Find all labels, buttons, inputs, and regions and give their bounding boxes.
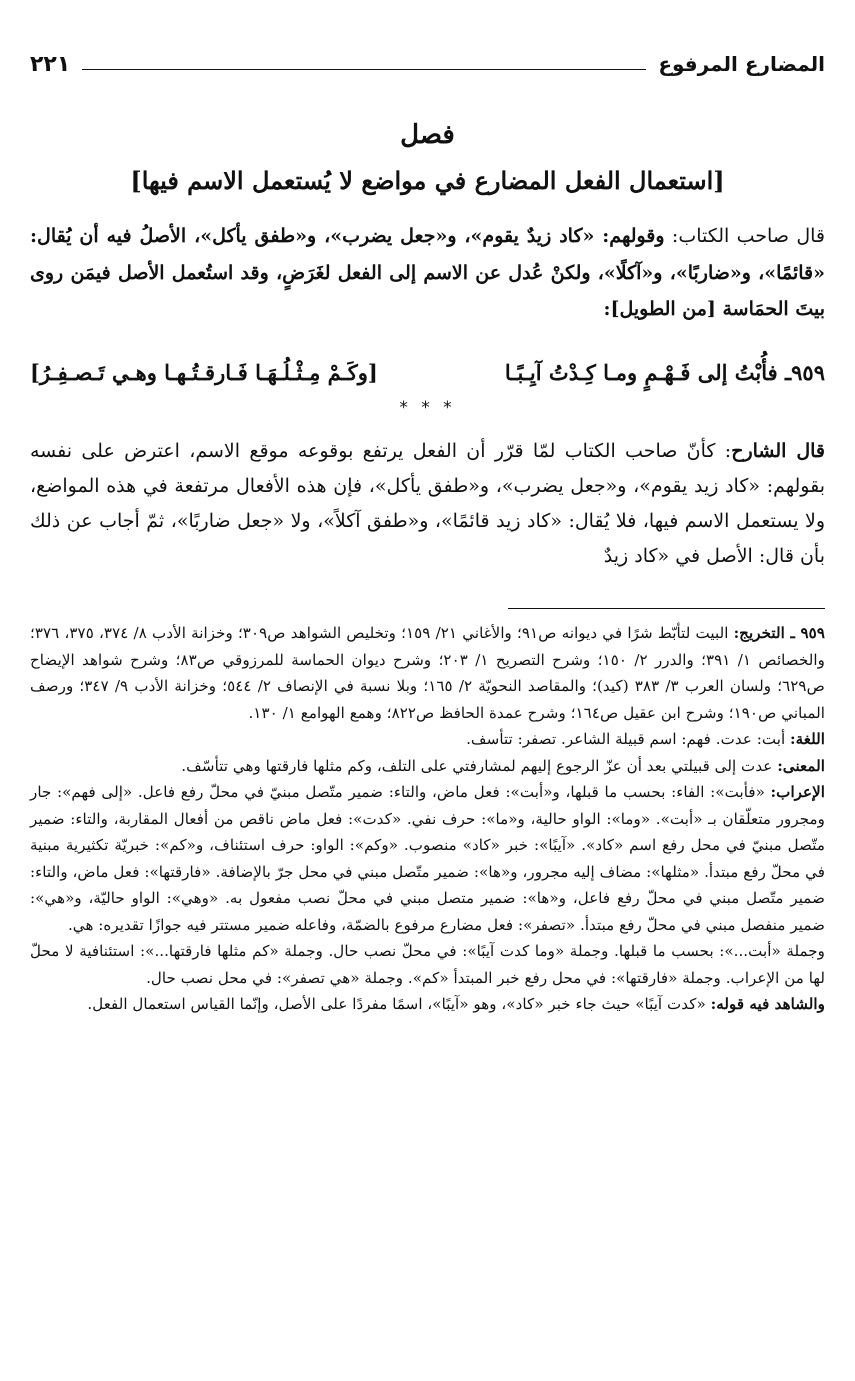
footnote-text: عدت إلى قبيلتي بعد أن عزّ الرجوع إليهم لمشارفتي على التلف، وكم مثلها فارقتها وهي تتأسّف. (181, 756, 778, 775)
footnote-text: البيت لتأبّط شرًا في ديوانه ص٩١؛ والأغاني ٢١/ ١٥٩؛ وتخليص الشواهد ص٣٠٩؛ وخزانة الأدب ٨/ ٣٧٤، ٣٧٥، ٣٧٦؛ والخصائص ١/ ٣٩١؛ والدرر ٢/ ١٥٠؛ وشرح التصريح ١/ ٢٠٣؛ وشرح ديوان الحماسة للمرزوقي ص٨٣؛ وشرح شواهد الإيضاح ص٦٢٩؛ ولسان العرب ٣/ ٣٨٣ (كيد)؛ والمقاصد النحويّة ٢/ ١٦٥؛ وبلا نسبة في الإنصاف ٢/ ٥٤٤؛ وخزانة الأدب ٩/ ٣٤٧؛ ورصف المباني ص١٩٠؛ وشرح ابن عقيل ص١٦٤؛ وشرح عمدة الحافظ ص٨٢٢؛ وهمع الهوامع ١/ ١٣٠. (30, 624, 825, 722)
footnote-takhrij (30, 620, 825, 726)
verse-second-hemistich: [وكَـمْ مِـثْـلُـهَـا فَـارقـتُـهـا وهـي تَـصـفِـرُ] (30, 359, 378, 385)
header-rule (82, 69, 646, 70)
footnote-text: «كدت آيبًا» حيث جاء خبر «كاد»، وهو «آيبًا»، اسمًا مفردًا على الأصل، وإنّما القياس استعمال الفعل. (87, 995, 711, 1013)
footnote-text: «فأبت»: الفاء: بحسب ما قبلها، و«أبت»: فعل ماض، والتاء: ضمير متّصل مبنيّ في محلّ رفع فاعل. «إلى فهم»: جار ومجرور متعلّقان بـ «أبت». «وما»: الواو حالية، و«ما»: حرف نفي. «كدت»: فعل ماض ناقص من أفعال المقاربة، والتاء: ضمير متّصل مبنيّ في محل رفع اسم «كاد». «آيبًا»: خبر «كاد» منصوب. «وكم»: الواو: حرف استئناف، و«كم»: خبريّة تكثيرية مبنية في محلّ رفع مبتدأ. «مثلها»: مضاف إليه مجرور، و«ها»: ضمير متّصل مبني في محل جرّ بالإضافة. «فارقتها»: فعل ماض، والتاء: ضمير متّصل مبني في محلّ رفع فاعل، و«ها»: ضمير متصل مبني في محلّ نصب مفعول به. «وهي»: الواو حاليّة، و«هي»: ضمير منفصل مبني في محلّ رفع مبتدأ. «تصفر»: فعل مضارع مرفوع بالضمّة، وفاعله ضمير مستتر فيه جوازًا تقديره: هي. (30, 783, 825, 934)
footnote-label: ٩٥٩ ـ التخريج: (733, 624, 825, 642)
separator-stars: * * * (399, 398, 456, 418)
footnote-label: والشاهد فيه قوله: (710, 995, 825, 1013)
main-text-lead: قال صاحب الكتاب: (664, 225, 825, 247)
footnote-label: الإعراب: (770, 783, 825, 801)
footnote-jumal (30, 938, 825, 991)
page-number: ٢٢١ (30, 51, 71, 77)
verse-first-hemistich: ٩٥٩ـ فأُبْتُ إلى فَـهْـمٍ ومـا كِـدْتُ آيِـبًـا (504, 359, 825, 385)
footnote-maana (30, 753, 825, 780)
poetry-verse (30, 352, 825, 392)
footnote-text: وجملة «أبت...»: بحسب ما قبلها. وجملة «وما كدت آيبًا»: في محلّ نصب حال. وجملة «كم مثلها فارقتها...»: استئنافية لا محلّ لها من الإعراب. وجملة «فارقتها»: في محل رفع خبر المبتدأ «كم». وجملة «هي تصفر»: في محل نصب حال. (30, 942, 825, 987)
commentary-body: : كأنّ صاحب الكتاب لمّا قرّر أن الفعل يرتفع بوقوعه موقع الاسم، اعترض على نفسه بقولهم: «كاد زيد يقوم»، و«جعل يضرب»، و«طفق يأكل»، فإن هذه الأفعال مرتفعة في هذه المواضع، ولا يستعمل الاسم فيها، فلا يُقال: «كاد زيد قائمًا»، و«طفق آكلاً»، ولا «جعل ضاربًا»، ثمّ أجاب عن ذلك بأن قال: الأصل في «كاد زيدٌ (30, 440, 825, 567)
footnote-lugha (30, 726, 825, 753)
commentary-paragraph (30, 434, 825, 574)
chapter-title: المضارع المرفوع (658, 52, 825, 76)
section-heading: فصل (400, 120, 455, 150)
footnote-text: أبت: عدت. فهم: اسم قبيلة الشاعر. تصفر: تتأسف. (466, 730, 791, 748)
footnotes (30, 620, 825, 1018)
running-header (30, 44, 825, 84)
footnote-shahid (30, 991, 825, 1018)
section-subheading: [استعمال الفعل المضارع في مواضع لا يُستعمل الاسم فيها] (130, 166, 725, 195)
main-text-paragraph (30, 218, 825, 328)
footnote-label: المعنى: (777, 756, 825, 775)
footnote-rule (508, 608, 825, 609)
footnote-irab (30, 779, 825, 938)
commentary-lead: قال الشارح (731, 440, 825, 462)
main-text-body: وقولهم: «كاد زيدٌ يقوم»، و«جعل يضرب»، و«طفق يأكل»، الأصلُ فيه أن يُقال: «قائمًا»، و«ضاربًا»، و«آكلًا»، ولكنْ عُدل عن الاسم إلى الفعل لغَرَضٍ، وقد استُعمل الأصل فيمَن روى بيتَ الحمَاسة [من الطويل]: (30, 225, 825, 320)
footnote-label: اللغة: (790, 730, 825, 748)
